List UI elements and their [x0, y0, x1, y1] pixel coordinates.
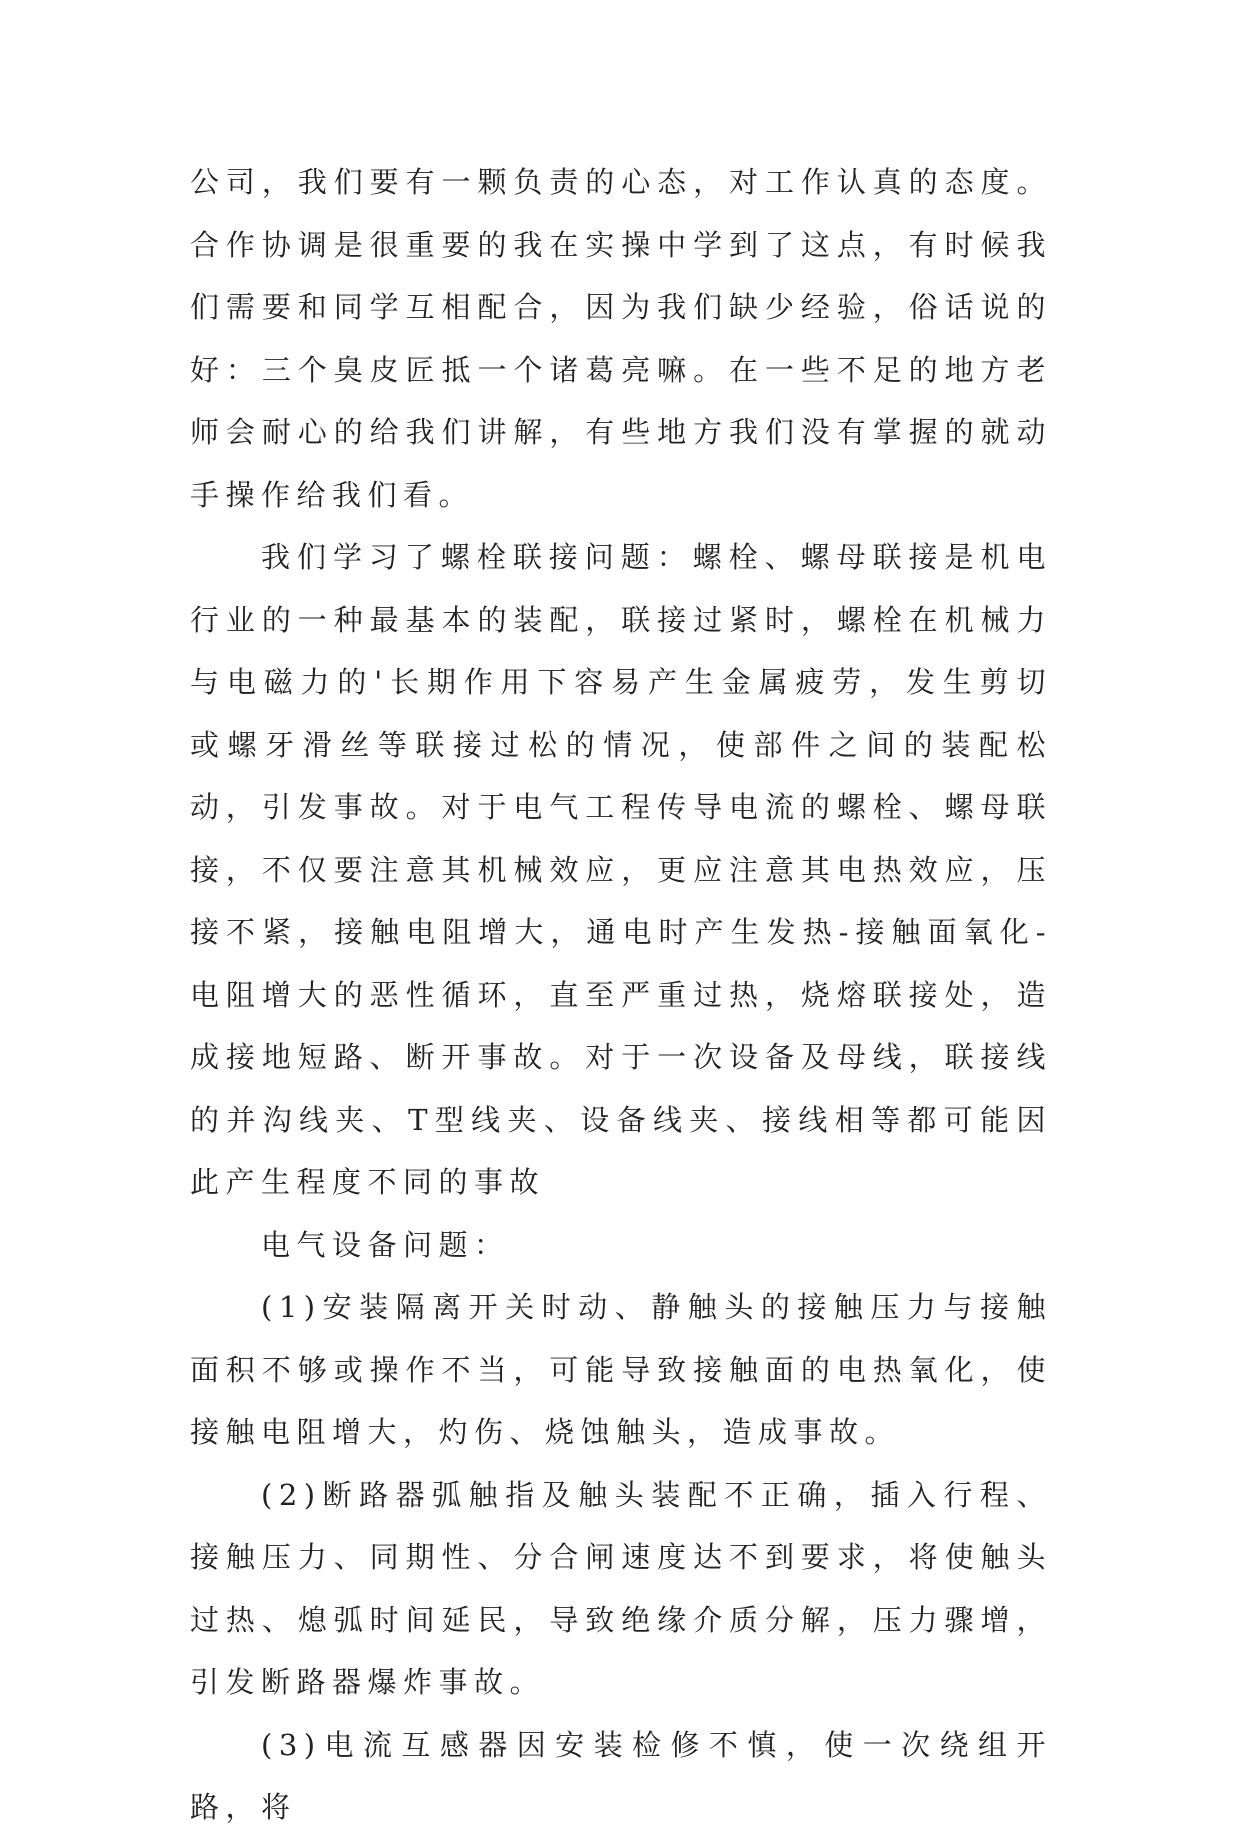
paragraph-3: 电气设备问题：: [261, 1227, 510, 1262]
paragraph-1: 公司，我们要有一颗负责的心态，对工作认真的态度。合作协调是很重要的我在实操中学到了这点，有时候我们需要和同学互相配合，因为我们缺少经验，俗话说的好：三个臭皮匠抵一个诸葛亮嘛。在一些不足的地方老师会耐心的给我们讲解，有些地方我们没有掌握的就动手操作给我们看。: [190, 165, 1052, 512]
document-body: [190, 151, 1052, 1839]
paragraph-4: (1)安装隔离开关时动、静触头的接触压力与接触面积不够或操作不当，可能导致接触面的电热氧化，使接触电阻增大，灼伤、烧蚀触头，造成事故。: [190, 1290, 1052, 1449]
paragraph-5: (2)断路器弧触指及触头装配不正确，插入行程、接触压力、同期性、分合闸速度达不到要求，将使触头过热、熄弧时间延民，导致绝缘介质分解，压力骤增，引发断路器爆炸事故。: [190, 1477, 1052, 1699]
paragraph-2: 我们学习了螺栓联接问题：螺栓、螺母联接是机电行业的一种最基本的装配，联接过紧时，螺栓在机械力与电磁力的'长期作用下容易产生金属疲劳，发生剪切或螺牙滑丝等联接过松的情况，使部件之间的装配松动，引发事故。对于电气工程传导电流的螺栓、螺母联接，不仅要注意其机械效应，更应注意其电热效应，压接不紧，接触电阻增大，通电时产生发热-接触面氧化-电阻增大的恶性循环，直至严重过热，烧熔联接处，造成接地短路、断开事故。对于一次设备及母线，联接线的并沟线夹、T型线夹、设备线夹、接线相等都可能因此产生程度不同的事故: [190, 540, 1052, 1199]
paragraph-6: (3)电流互感器因安装检修不慎，使一次绕组开路，将: [190, 1727, 1052, 1824]
